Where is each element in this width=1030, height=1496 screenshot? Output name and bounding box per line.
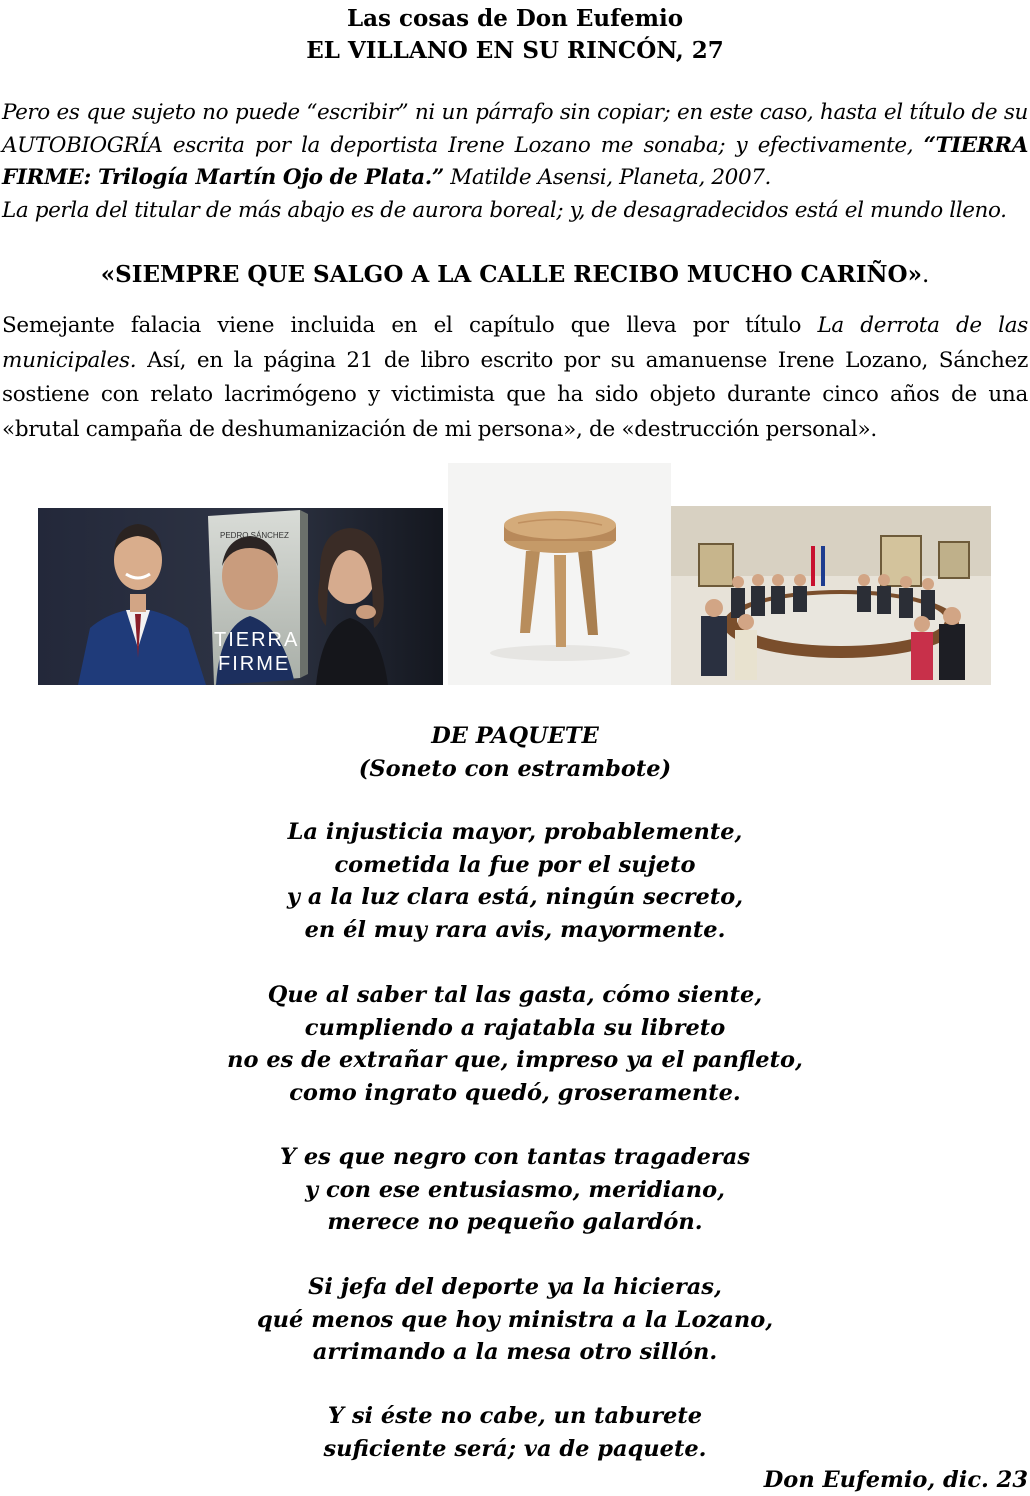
wooden-stool-photo [448, 463, 671, 685]
book-promo-illustration [38, 508, 443, 685]
poem-heading [0, 720, 1030, 785]
book-promo-photo [38, 508, 443, 685]
poem-stanza [0, 816, 1030, 946]
poem-verse: La injusticia mayor, probablemente, [287, 819, 743, 845]
poem-stanza [0, 1141, 1030, 1239]
body-text-b: Así, en la página 21 de libro escrito por su amanuense Irene Lozano, Sánchez sostiene con relato lacrimógeno y victimista que ha sido objeto durante cinco años de una «brutal campaña de deshumanización de mi persona», de «destrucción personal». [2, 347, 1028, 442]
body-paragraph [2, 309, 1028, 447]
column-title: Las cosas de Don Eufemio [346, 5, 684, 32]
intro-text-b: Matilde Asensi, Planeta, 2007. [443, 165, 771, 190]
poem-stanza [0, 1271, 1030, 1369]
cabinet-meeting-photo [671, 506, 991, 685]
poem-verse: cumpliendo a rajatabla su libreto [304, 1014, 726, 1041]
poem-verse: y con ese entusiasmo, meridiano, [305, 1176, 725, 1203]
poem-verse: arrimando a la mesa otro sillón. [312, 1339, 718, 1365]
headline-text: «SIEMPRE QUE SALGO A LA CALLE RECIBO MUCHO CARIÑO» [100, 261, 922, 288]
poem-verse: merece no pequeño galardón. [327, 1209, 703, 1235]
poem-verse: no es de extrañar que, impreso ya el panfleto, [227, 1047, 803, 1073]
body-text-a: Semejante falacia viene incluida en el capítulo que lleva por título [2, 313, 818, 338]
poem-verse: Que al saber tal las gasta, cómo siente, [267, 982, 763, 1008]
cited-book-title: “TIERRA FIRME: Trilogía Martín Ojo de Plata.” [2, 132, 1028, 190]
poem-title: DE PAQUETE [431, 723, 599, 749]
book-cover-author: PEDRO SÁNCHEZ [220, 531, 289, 540]
poem-verse: cometida la fue por el sujeto [334, 851, 696, 878]
poem-subtitle: (Soneto con estrambote) [358, 755, 672, 782]
headline-quote [0, 259, 1030, 291]
poem-verse: como ingrato quedó, groseramente. [289, 1079, 741, 1106]
book-cover-title-1: TIERRA [214, 629, 300, 651]
poem-verse: Si jefa del deporte ya la hicieras, [308, 1274, 722, 1300]
poem-stanza [0, 979, 1030, 1109]
chapter-title: La derrota de las municipales. [2, 313, 1028, 373]
poem-verse: qué menos que hoy ministra a la Lozano, [256, 1306, 774, 1333]
author-signature: Don Eufemio, dic. 23 [763, 1467, 1028, 1493]
stool-illustration [448, 463, 671, 685]
intro-text-a: Pero es que sujeto no puede “escribir” ni un párrafo sin copiar; en este caso, hasta el título de su AUTOBIOGRÍA escrita por la deportista Irene Lozano me sonaba; y efectivamente, [2, 100, 1028, 158]
poem-verse: Y es que negro con tantas tragaderas [279, 1144, 751, 1170]
headline-trail: . [921, 262, 930, 288]
meeting-illustration [671, 506, 991, 685]
book-cover-title-2: FIRME [218, 653, 291, 675]
intro-paragraph [2, 97, 1028, 227]
poem-estrambote [0, 1400, 1030, 1465]
poem-verse: en él muy rara avis, mayormente. [304, 916, 726, 943]
poem-verse: y a la luz clara está, ningún secreto, [286, 884, 744, 910]
poem-verse: Y si éste no cabe, un taburete [327, 1403, 703, 1429]
article-title: EL VILLANO EN SU RINCÓN, 27 [306, 37, 724, 64]
poem-verse: suficiente será; va de paquete. [323, 1435, 707, 1462]
intro-second-paragraph: La perla del titular de más abajo es de aurora boreal; y, de desagradecidos está el mundo lleno. [2, 197, 1007, 223]
